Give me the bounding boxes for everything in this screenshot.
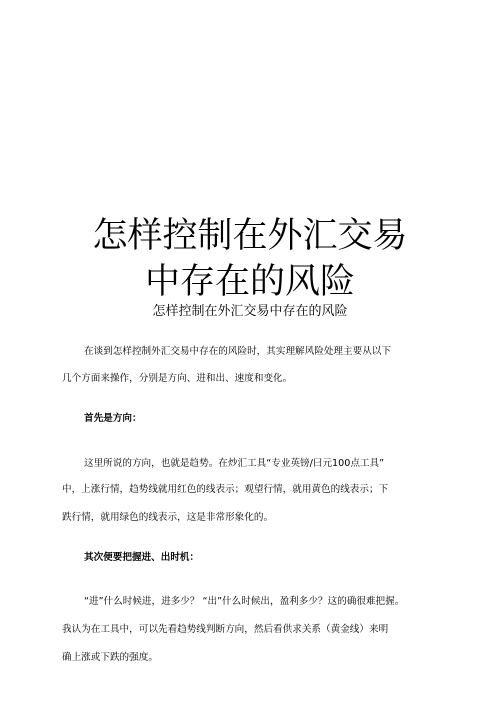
- document-subtitle: 怎样控制在外汇交易中存在的风险: [152, 304, 348, 319]
- document-title-line-2: 中存在的风险: [144, 262, 355, 302]
- paragraph-3-line-3: 确上涨或下跌的强度。: [62, 652, 158, 663]
- section-heading-timing: 其次便要把握进、出时机：: [84, 552, 200, 563]
- paragraph-2-line-1: 这里所说的方向，也就是趋势。在炒汇工具“专业英镑/曰元100点工具”: [84, 458, 385, 469]
- paragraph-2-line-3: 跌行情，就用绿色的线表示，这是非常形象化的。: [62, 512, 274, 523]
- section-heading-direction: 首先是方向：: [84, 413, 142, 424]
- paragraph-1-line-1: 在谈到怎样控制外汇交易中存在的风险时，其实理解风险处理主要从以下: [84, 346, 391, 357]
- paragraph-3-line-2: 我认为在工具中，可以先看趋势线判断方向，然后看供求关系（黄金线）来明: [62, 624, 389, 635]
- document-title-line-1: 怎样控制在外汇交易: [92, 216, 408, 256]
- paragraph-1-line-2: 几个方面来操作，分别是方向、进和出、速度和变化。: [62, 373, 293, 384]
- paragraph-2-line-2: 中，上涨行情，趋势线就用红色的线表示；观望行情，就用黄色的线表示；下: [62, 484, 389, 495]
- paragraph-3-line-1: “进”什么时候进，进多少？ “出”什么时候出，盈利多少？这的确很难把握。: [84, 596, 405, 607]
